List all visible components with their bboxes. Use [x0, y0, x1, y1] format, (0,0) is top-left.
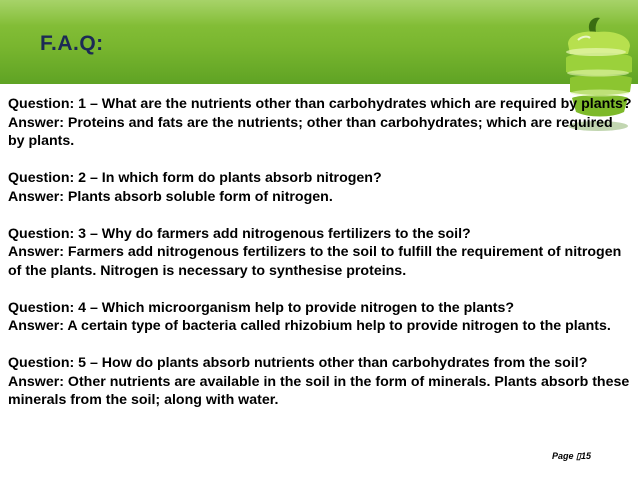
faq-item-1	[8, 95, 632, 151]
faq-item-2	[8, 169, 632, 206]
answer-3: Answer: Farmers add nitrogenous fertilizers to the soil to fulfill the requirement of nitrogen of the plants. Nitrogen is necessary to synthesise proteins.	[8, 244, 622, 279]
page-value: 15	[580, 451, 591, 461]
question-1: Question: 1 – What are the nutrients other than carbohydrates which are required by plants?	[8, 96, 632, 112]
page-number	[552, 451, 591, 462]
question-2: Question: 2 – In which form do plants absorb nitrogen?	[8, 170, 382, 186]
answer-1: Answer: Proteins and fats are the nutrients; other than carbohydrates; which are required by plants.	[8, 114, 613, 149]
faq-item-4	[8, 299, 632, 336]
faq-item-3	[8, 225, 632, 281]
question-5: Question: 5 – How do plants absorb nutrients other than carbohydrates from the soil?	[8, 355, 588, 371]
faq-item-5	[8, 354, 632, 410]
page-label: Page	[552, 451, 574, 461]
faq-list	[8, 95, 632, 428]
answer-5: Answer: Other nutrients are available in the soil in the form of minerals. Plants absorb these minerals from the soil; along with water.	[8, 373, 630, 408]
question-4: Question: 4 – Which microorganism help to provide nitrogen to the plants?	[8, 299, 515, 316]
question-3: Question: 3 – Why do farmers add nitrogenous fertilizers to the soil?	[8, 225, 471, 242]
page-separator: ▯	[576, 451, 581, 461]
answer-2: Answer: Plants absorb soluble form of nitrogen.	[8, 188, 333, 205]
slide-title: F.A.Q:	[40, 32, 104, 55]
header-shine	[0, 0, 638, 26]
answer-4: Answer: A certain type of bacteria called rhizobium help to provide nitrogen to the plants.	[8, 318, 611, 334]
